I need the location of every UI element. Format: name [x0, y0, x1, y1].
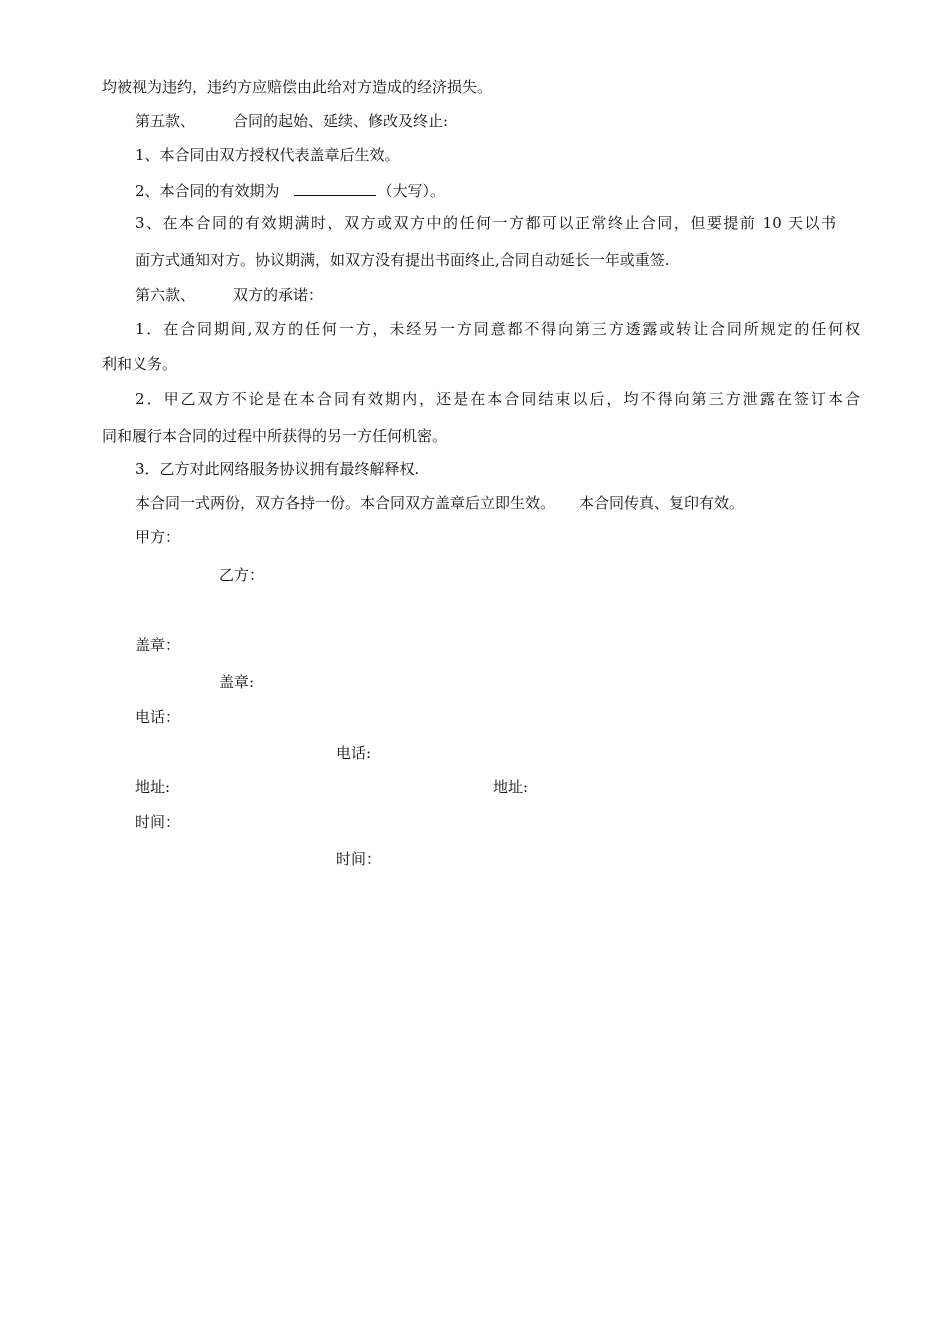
commitment-text: 利和义务。: [102, 355, 178, 373]
section-5-label: 第五款、: [135, 112, 196, 130]
para-violation-tail: [102, 77, 492, 97]
clause-text: 1、本合同由双方授权代表盖章后生效。: [135, 146, 400, 164]
commitment-text: 1．在合同期间,双方的任何一方，未经另一方同意都不得向第三方透露或转让合同所规定的任何权: [135, 320, 860, 338]
section-6-title: 双方的承诺：: [233, 286, 324, 304]
commitment-text: 2．甲乙双方不论是在本合同有效期内，还是在本合同结束以后，均不得向第三方泄露在签订本合: [135, 390, 860, 408]
clause-5-2: [135, 179, 445, 201]
commitment-1-line-2: [102, 354, 177, 374]
seal-b-label: 盖章:: [219, 673, 255, 691]
copies-text-fax: 本合同传真、复印有效。: [579, 494, 745, 512]
copies-statement: [135, 493, 744, 513]
para-text: 均被视为违约，违约方应赔偿由此给对方造成的经济损失。: [102, 78, 493, 96]
commitment-2-line-1: [135, 389, 860, 409]
address-b-label: 地址:: [493, 778, 529, 796]
party-b-label: 乙方：: [219, 566, 265, 584]
clause-5-3-line-1: [135, 213, 836, 233]
commitment-3: [135, 459, 419, 479]
section-6-heading: [135, 285, 323, 305]
time-b-label: 时间：: [336, 850, 382, 868]
commitment-2-line-2: [102, 426, 447, 446]
phone-b-label: 电话:: [336, 744, 372, 762]
copies-text: 本合同一式两份，双方各持一份。本合同双方盖章后立即生效。: [135, 494, 556, 512]
section-5-heading: [135, 111, 448, 131]
clause-text: 2、本合同的有效期为: [135, 182, 280, 200]
section-6-label: 第六款、: [135, 286, 196, 304]
commitment-1-line-1: [135, 319, 860, 339]
clause-text: （大写）。: [377, 182, 446, 200]
commitment-text: 同和履行本合同的过程中所获得的另一方任何机密。: [102, 427, 448, 445]
term-blank-line: [294, 179, 376, 196]
party-a-label: 甲方：: [135, 528, 181, 546]
clause-text: 3、在本合同的有效期满时，双方或双方中的任何一方都可以正常终止合同，但要提前 10 天以书: [135, 214, 836, 232]
commitment-text: 3．乙方对此网络服务协议拥有最终解释权.: [135, 460, 420, 478]
clause-5-3-line-2: [135, 250, 670, 270]
address-a-label: 地址:: [135, 778, 171, 796]
section-5-title: 合同的起始、延续、修改及终止:: [233, 112, 449, 130]
phone-a-label: 电话：: [135, 708, 181, 726]
seal-a-label: 盖章：: [135, 636, 181, 654]
clause-5-1: [135, 145, 400, 165]
clause-text: 面方式通知对方。协议期满，如双方没有提出书面终止,合同自动延长一年或重签.: [135, 251, 670, 269]
time-a-label: 时间：: [135, 813, 181, 831]
